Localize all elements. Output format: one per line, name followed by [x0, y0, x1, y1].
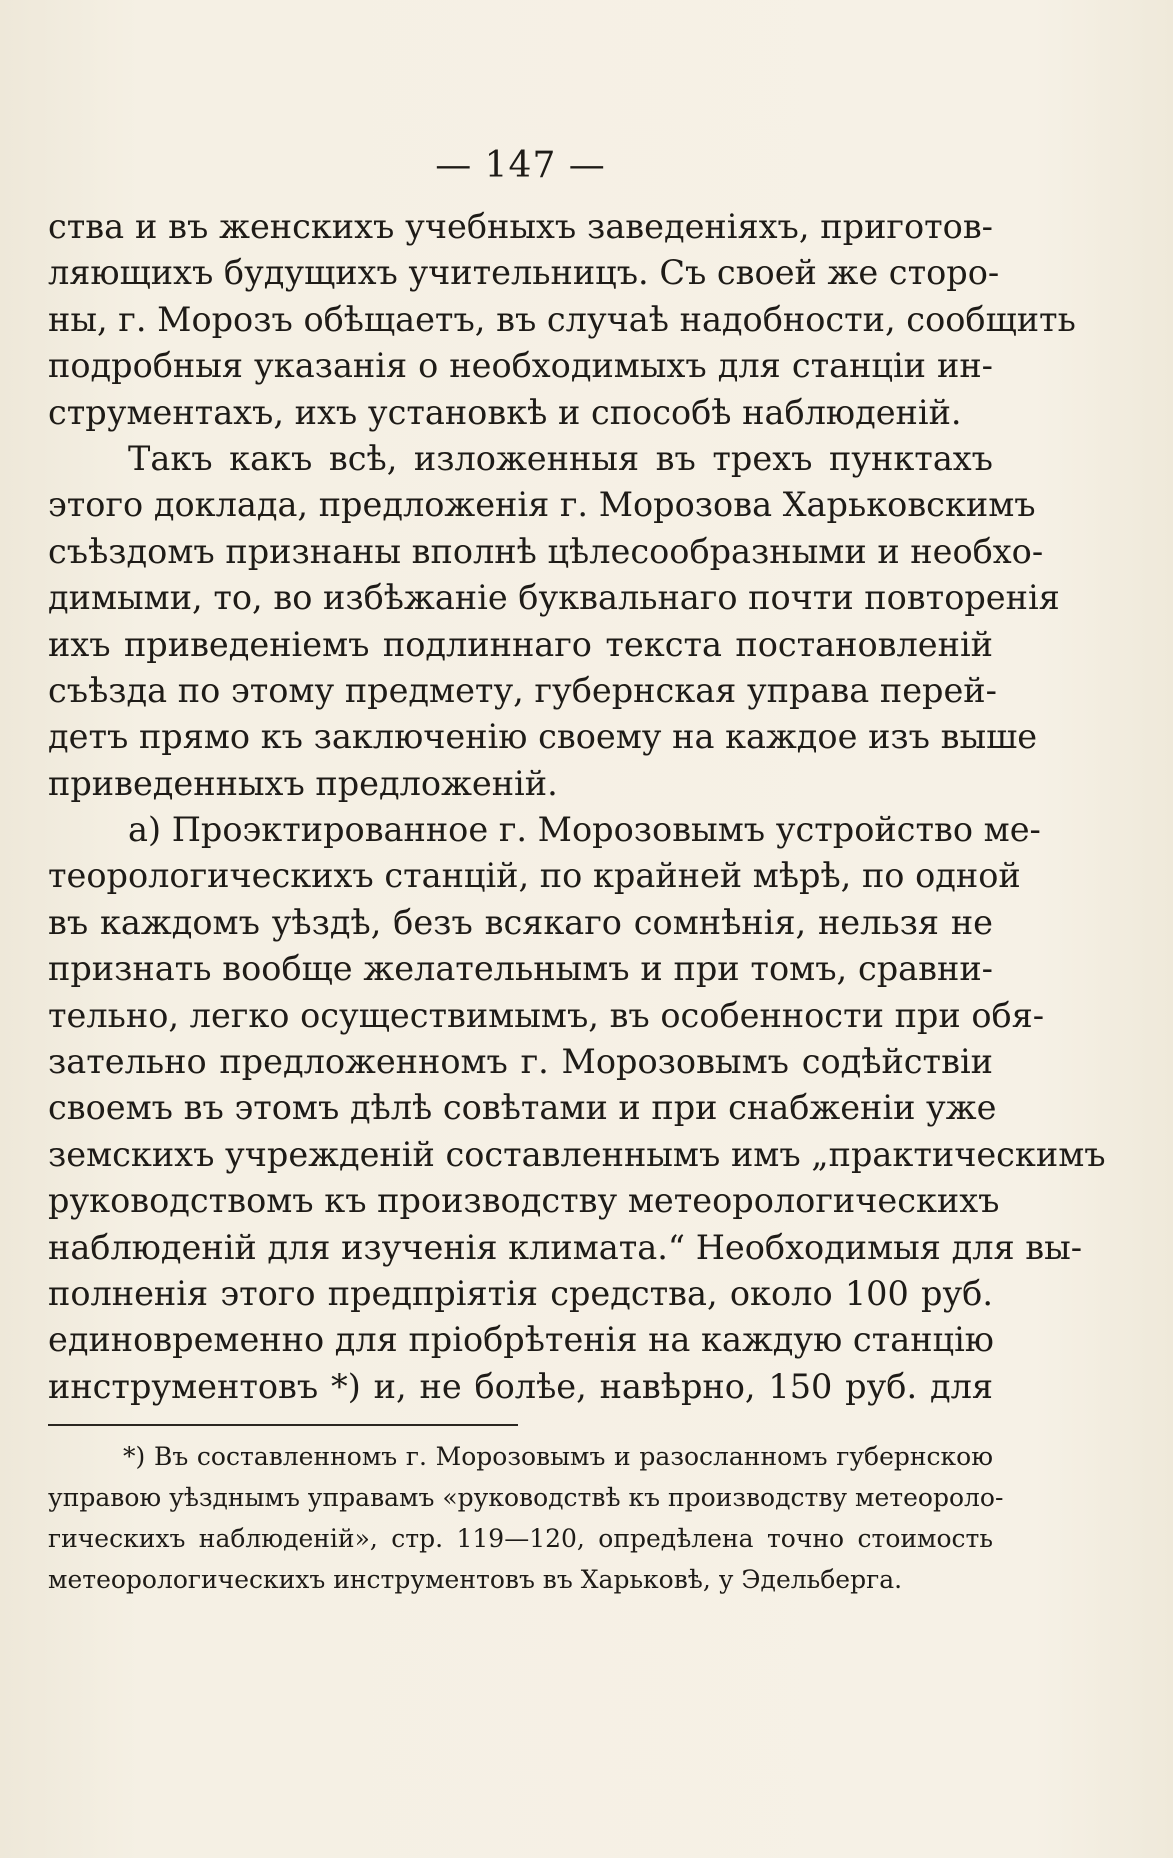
text-line: зательно предложенномъ г. Морозовымъ содѣйствіи [48, 1042, 993, 1082]
text-line: приведенныхъ предложеній. [48, 763, 558, 803]
footnote-line: управою уѣзднымъ управамъ «руководствѣ къ производству метеороло- [48, 1483, 1004, 1513]
body-text [48, 204, 1106, 1410]
text-line: инструментовъ *) и, не болѣе, навѣрно, 150 руб. для [48, 1366, 993, 1406]
text-line: въ каждомъ уѣздѣ, безъ всякаго сомнѣнія, нельзя не [48, 902, 993, 942]
text-line: признать вообще желательнымъ и при томъ, сравни- [48, 949, 993, 989]
text-line: руководствомъ къ производству метеорологическихъ [48, 1181, 1000, 1221]
text-line: детъ прямо къ заключенію своему на каждое изъ выше [48, 717, 1038, 757]
text-line: димыми, то, во избѣжаніе буквальнаго почти повторенія [48, 578, 1060, 618]
text-line: земскихъ учрежденій составленнымъ имъ „практическимъ [48, 1134, 1106, 1174]
text-line: наблюденій для изученія климата.“ Необходимыя для вы- [48, 1227, 1083, 1267]
text-line: ляющихъ будущихъ учительницъ. Съ своей же сторо- [48, 253, 1000, 293]
text-line: этого доклада, предложенія г. Морозова Харьковскимъ [48, 485, 1036, 525]
text-line: теорологическихъ станцій, по крайней мѣрѣ, по одной [48, 856, 1021, 896]
footnote-line: метеорологическихъ инструментовъ въ Харьковѣ, у Эдельберга. [48, 1565, 903, 1595]
text-line: полненія этого предпріятія средства, около 100 руб. [48, 1273, 993, 1313]
text-line: тельно, легко осуществимымъ, въ особенности при обя- [48, 995, 1045, 1035]
text-line: Такъ какъ всѣ, изложенныя въ трехъ пунктахъ [128, 438, 993, 478]
text-line: ны, г. Морозъ обѣщаетъ, въ случаѣ надобности, сообщить [48, 299, 1076, 339]
page-number: — 147 — [435, 145, 606, 186]
footnote [48, 1436, 1004, 1600]
text-line: съѣздомъ признаны вполнѣ цѣлесообразными и необхо- [48, 531, 1044, 571]
text-line: струментахъ, ихъ установкѣ и способѣ наблюденій. [48, 392, 962, 432]
text-line: съѣзда по этому предмету, губернская управа перей- [48, 670, 997, 710]
footnote-line: гическихъ наблюденій», стр. 119—120, опредѣлена точно стоимость [48, 1524, 993, 1554]
text-line: своемъ въ этомъ дѣлѣ совѣтами и при снабженіи уже [48, 1088, 997, 1128]
text-line: а) Проэктированное г. Морозовымъ устройство ме- [128, 810, 1041, 850]
text-line: ихъ приведеніемъ подлиннаго текста постановленій [48, 624, 993, 664]
text-line: ства и въ женскихъ учебныхъ заведеніяхъ, приготов- [48, 207, 993, 246]
footnote-line: *) Въ составленномъ г. Морозовымъ и разосланномъ губернскою [123, 1442, 993, 1472]
text-line: подробныя указанія о необходимыхъ для станціи ин- [48, 346, 993, 386]
footnote-separator [48, 1424, 518, 1426]
book-page [48, 140, 1106, 1600]
text-line: единовременно для пріобрѣтенія на каждую станцію [48, 1320, 994, 1360]
